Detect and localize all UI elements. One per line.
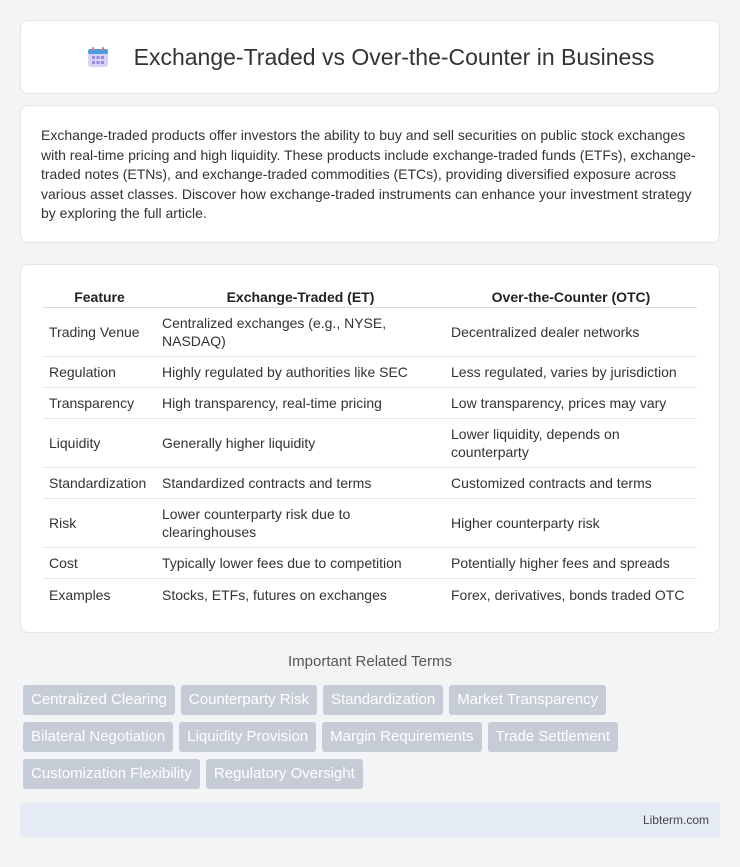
table-row xyxy=(43,468,697,499)
table-cell: Less regulated, varies by jurisdiction xyxy=(445,357,697,388)
column-header-et: Exchange-Traded (ET) xyxy=(156,286,445,308)
table-row xyxy=(43,388,697,419)
chip-row xyxy=(23,759,723,789)
term-chip-bilateral-negotiation[interactable]: Bilateral Negotiation xyxy=(23,722,173,752)
table-cell: Customized contracts and terms xyxy=(445,468,697,499)
related-terms-title: Important Related Terms xyxy=(288,653,452,670)
table-row xyxy=(43,579,697,610)
table-row xyxy=(43,357,697,388)
chip-row xyxy=(23,722,723,752)
page-title: Exchange-Traded vs Over-the-Counter in Business xyxy=(133,43,655,70)
table-row xyxy=(43,548,697,579)
footer xyxy=(20,803,720,837)
table-cell: Highly regulated by authorities like SEC xyxy=(156,357,445,388)
table-cell: Transparency xyxy=(43,388,156,419)
term-chip-liquidity-provision[interactable]: Liquidity Provision xyxy=(179,722,316,752)
term-chip-margin-requirements[interactable]: Margin Requirements xyxy=(322,722,481,752)
table-cell: Liquidity xyxy=(43,419,156,468)
table-cell: Standardization xyxy=(43,468,156,499)
comparison-table xyxy=(43,286,697,610)
term-chip-centralized-clearing[interactable]: Centralized Clearing xyxy=(23,685,175,715)
table-cell: Low transparency, prices may vary xyxy=(445,388,697,419)
table-cell: Forex, derivatives, bonds traded OTC xyxy=(451,586,685,603)
table-cell: Standardized contracts and terms xyxy=(156,468,445,499)
table-row xyxy=(43,419,697,468)
table-cell: Risk xyxy=(43,499,156,548)
table-cell: Regulation xyxy=(43,357,156,388)
term-chip-trade-settlement[interactable]: Trade Settlement xyxy=(488,722,619,752)
table-header-row xyxy=(43,286,697,308)
header-card xyxy=(20,20,720,94)
table-cell: Lower liquidity, depends on counterparty xyxy=(445,419,697,468)
term-chip-counterparty-risk[interactable]: Counterparty Risk xyxy=(181,685,317,715)
table-cell: Stocks, ETFs, futures on exchanges xyxy=(162,586,387,603)
table-cell: Typically lower fees due to competition xyxy=(156,548,445,579)
term-chip-market-transparency[interactable]: Market Transparency xyxy=(449,685,606,715)
intro-card xyxy=(20,105,720,243)
table-cell: Examples xyxy=(49,586,111,603)
table-cell: Generally higher liquidity xyxy=(156,419,445,468)
comparison-table-card xyxy=(20,264,720,633)
column-header-otc: Over-the-Counter (OTC) xyxy=(445,286,697,308)
table-cell: High transparency, real-time pricing xyxy=(156,388,445,419)
table-cell: Lower counterparty risk due to clearinghouses xyxy=(156,499,445,548)
footer-link[interactable]: Libterm.com xyxy=(642,813,709,827)
table-cell: Cost xyxy=(43,548,156,579)
intro-text: Exchange-traded products offer investors the ability to buy and sell securities on public stock exchanges with real-time pricing and high liquidity. These products include exchange-traded funds (ETFs), exchange-traded notes (ETNs), and exchange-traded commodities (ETCs), providing diversified exposure across various asset classes. Discover how exchange-traded instruments can enhance your investment strategy by exploring the full article. xyxy=(41,127,696,222)
table-cell: Centralized exchanges (e.g., NYSE, NASDAQ) xyxy=(156,308,445,357)
table-cell: Higher counterparty risk xyxy=(445,499,697,548)
chip-row xyxy=(23,685,723,715)
term-chip-regulatory-oversight[interactable]: Regulatory Oversight xyxy=(206,759,363,789)
related-terms-list xyxy=(23,685,723,796)
table-cell: Potentially higher fees and spreads xyxy=(445,548,697,579)
table-row xyxy=(43,499,697,548)
column-header-feature: Feature xyxy=(43,286,156,308)
calendar-icon xyxy=(86,45,110,69)
term-chip-standardization[interactable]: Standardization xyxy=(323,685,443,715)
term-chip-customization-flexibility[interactable]: Customization Flexibility xyxy=(23,759,200,789)
table-cell: Trading Venue xyxy=(43,308,156,357)
table-cell: Decentralized dealer networks xyxy=(445,308,697,357)
table-row xyxy=(43,308,697,357)
